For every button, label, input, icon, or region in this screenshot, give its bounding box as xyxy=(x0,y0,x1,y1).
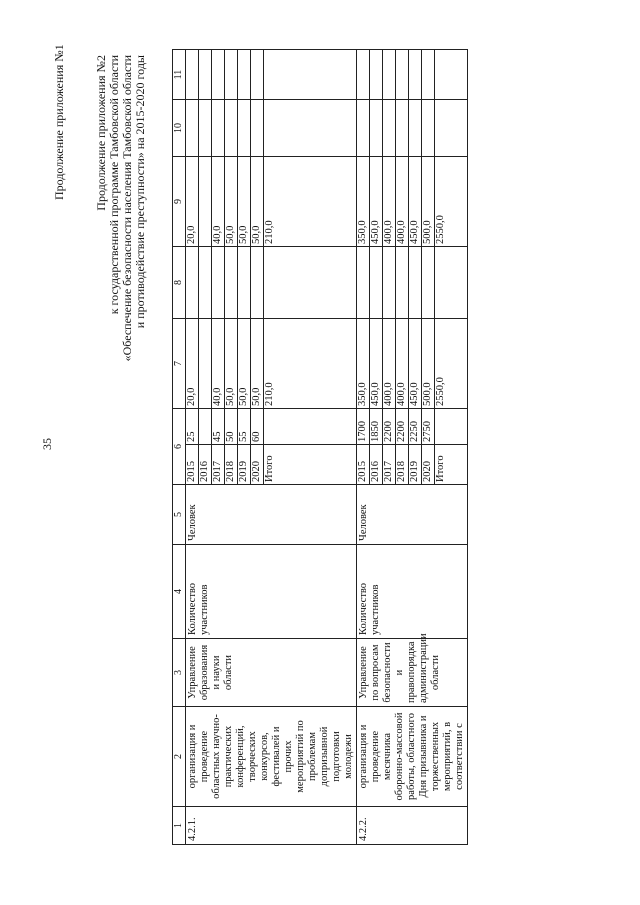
col6 xyxy=(357,409,468,445)
page-number: 35 xyxy=(40,438,54,450)
col8-value xyxy=(435,247,447,318)
col11-value xyxy=(251,50,264,99)
column-number: 8 xyxy=(173,247,186,319)
year-value: 2016 xyxy=(370,445,383,484)
col6 xyxy=(186,409,357,445)
col7-value: 450,0 xyxy=(370,319,383,408)
column-number: 2 xyxy=(173,707,186,807)
col7 xyxy=(186,319,357,409)
col8-value xyxy=(396,247,409,318)
column-number: 10 xyxy=(173,100,186,157)
col7-value xyxy=(199,319,212,408)
col11-value xyxy=(396,50,409,99)
col7-value: 400,0 xyxy=(396,319,409,408)
column-number: 5 xyxy=(173,485,186,545)
col8-value xyxy=(357,247,370,318)
year xyxy=(186,445,357,485)
column-number-row xyxy=(173,50,186,845)
column-number: 11 xyxy=(173,50,186,100)
col7-value: 50,0 xyxy=(238,319,251,408)
year-value: 2015 xyxy=(186,445,199,484)
year-value: Итого xyxy=(435,455,446,482)
col10-value xyxy=(422,100,435,156)
col11-value xyxy=(409,50,422,99)
col10-value xyxy=(199,100,212,156)
col10-value xyxy=(251,100,264,156)
col9 xyxy=(186,157,357,247)
col9-value xyxy=(199,157,212,246)
col11-value xyxy=(264,50,276,99)
col10 xyxy=(186,100,357,157)
col6-value: 60 xyxy=(251,409,264,444)
col10-value xyxy=(370,100,383,156)
table-row xyxy=(186,50,357,845)
event-name: организация и проведение месячника оборонно-массовой работы, областного Дня призывника и торжественных мероприятий, в соответствии с xyxy=(357,707,468,807)
col10-value xyxy=(383,100,396,156)
col6-value: 2200 xyxy=(383,409,396,444)
col10-value xyxy=(238,100,251,156)
year-value: 2017 xyxy=(383,445,396,484)
col7-value: 210,0 xyxy=(264,382,275,406)
event-name: организация и проведение областных научно-практических конференций, творческих конкурсов, фестивалей и прочих мероприятий по проблемам допризывной подготовки молодежи xyxy=(186,707,357,807)
col9-value: 500,0 xyxy=(422,157,435,246)
col8-value xyxy=(251,247,264,318)
col7-value: 450,0 xyxy=(409,319,422,408)
col9-value: 350,0 xyxy=(357,157,370,246)
col6-value: 1700 xyxy=(357,409,370,444)
col9-value: 210,0 xyxy=(264,220,275,244)
col11-value xyxy=(383,50,396,99)
year xyxy=(357,445,468,485)
col9 xyxy=(357,157,468,247)
indicator: Количество участников xyxy=(357,545,468,639)
col11-value xyxy=(199,50,212,99)
col10-value xyxy=(396,100,409,156)
col7-value: 40,0 xyxy=(212,319,225,408)
col10-value xyxy=(435,100,447,156)
col8 xyxy=(357,247,468,319)
year-value: 2020 xyxy=(251,445,264,484)
col8-value xyxy=(238,247,251,318)
year-value: 2019 xyxy=(409,445,422,484)
col6-value: 55 xyxy=(238,409,251,444)
year-value: 2017 xyxy=(212,445,225,484)
col9-value: 450,0 xyxy=(409,157,422,246)
col11-value xyxy=(238,50,251,99)
executor: Управление образования и науки области xyxy=(186,639,357,707)
col8-value xyxy=(186,247,199,318)
col6-value: 45 xyxy=(212,409,225,444)
col10-value xyxy=(212,100,225,156)
row-number: 4.2.2. xyxy=(357,807,468,845)
col6-value xyxy=(199,409,212,444)
column-number: 6 xyxy=(173,409,186,485)
col7-value: 50,0 xyxy=(225,319,238,408)
appendix-header-line: «Обеспечение безопасности населения Тамбовской области xyxy=(120,55,134,362)
table-row xyxy=(357,50,468,845)
col9-value: 20,0 xyxy=(186,157,199,246)
col7-value: 500,0 xyxy=(422,319,435,408)
col7-value: 400,0 xyxy=(383,319,396,408)
year-value: 2020 xyxy=(422,445,435,484)
col8 xyxy=(186,247,357,319)
col11-value xyxy=(370,50,383,99)
column-number: 3 xyxy=(173,639,186,707)
col11-value xyxy=(212,50,225,99)
col9-value: 450,0 xyxy=(370,157,383,246)
col9-value: 400,0 xyxy=(383,157,396,246)
col7-value: 20,0 xyxy=(186,319,199,408)
col9-value: 400,0 xyxy=(396,157,409,246)
year-value: Итого xyxy=(264,455,275,482)
col8-value xyxy=(225,247,238,318)
unit: Человек xyxy=(186,485,357,545)
col9-value: 40,0 xyxy=(212,157,225,246)
year-value: 2018 xyxy=(225,445,238,484)
col10-value xyxy=(409,100,422,156)
col7-value: 50,0 xyxy=(251,319,264,408)
executor: Управление по вопросам безопасности и правопорядка администрации области xyxy=(357,639,468,707)
col6-value xyxy=(264,409,276,444)
col6-value: 2750 xyxy=(422,409,435,444)
col8-value xyxy=(212,247,225,318)
col11 xyxy=(357,50,468,100)
indicator: Количество участников xyxy=(186,545,357,639)
year-value: 2016 xyxy=(199,445,212,484)
col9-value: 50,0 xyxy=(238,157,251,246)
row-number: 4.2.1. xyxy=(186,807,357,845)
col8-value xyxy=(370,247,383,318)
col6-value: 50 xyxy=(225,409,238,444)
col8-value xyxy=(409,247,422,318)
col9-value: 50,0 xyxy=(225,157,238,246)
column-number: 1 xyxy=(173,807,186,845)
col8-value xyxy=(264,247,276,318)
col6-value: 25 xyxy=(186,409,199,444)
appendix-header xyxy=(95,55,147,525)
col11-value xyxy=(357,50,370,99)
col8-value xyxy=(199,247,212,318)
col11-value xyxy=(422,50,435,99)
col10 xyxy=(357,100,468,157)
col7-value: 2550,0 xyxy=(435,377,446,406)
col11-value xyxy=(225,50,238,99)
unit: Человек xyxy=(357,485,468,545)
year-value: 2018 xyxy=(396,445,409,484)
col11-value xyxy=(186,50,199,99)
column-number: 4 xyxy=(173,545,186,639)
col11 xyxy=(186,50,357,100)
col6-value: 2250 xyxy=(409,409,422,444)
col7 xyxy=(357,319,468,409)
col9-value: 50,0 xyxy=(251,157,264,246)
col9-value: 2550,0 xyxy=(435,215,446,244)
appendix-header-line: Продолжение приложения №2 xyxy=(94,55,108,211)
col8-value xyxy=(422,247,435,318)
program-table xyxy=(172,49,468,845)
col6-value: 2200 xyxy=(396,409,409,444)
col11-value xyxy=(435,50,447,99)
col8-value xyxy=(383,247,396,318)
year-value: 2015 xyxy=(357,445,370,484)
col10-value xyxy=(357,100,370,156)
col6-value xyxy=(435,409,447,444)
col7-value: 350,0 xyxy=(357,319,370,408)
year-value: 2019 xyxy=(238,445,251,484)
column-number: 7 xyxy=(173,319,186,409)
column-number: 9 xyxy=(173,157,186,247)
col10-value xyxy=(264,100,276,156)
col6-value: 1850 xyxy=(370,409,383,444)
appendix-header-line: и противодействие преступности» на 2015-2020 годы xyxy=(133,55,147,329)
appendix-header-line: к государственной программе Тамбовской области xyxy=(107,55,121,315)
col10-value xyxy=(186,100,199,156)
continuation-label: Продолжение приложения №1 xyxy=(52,44,66,200)
col10-value xyxy=(225,100,238,156)
